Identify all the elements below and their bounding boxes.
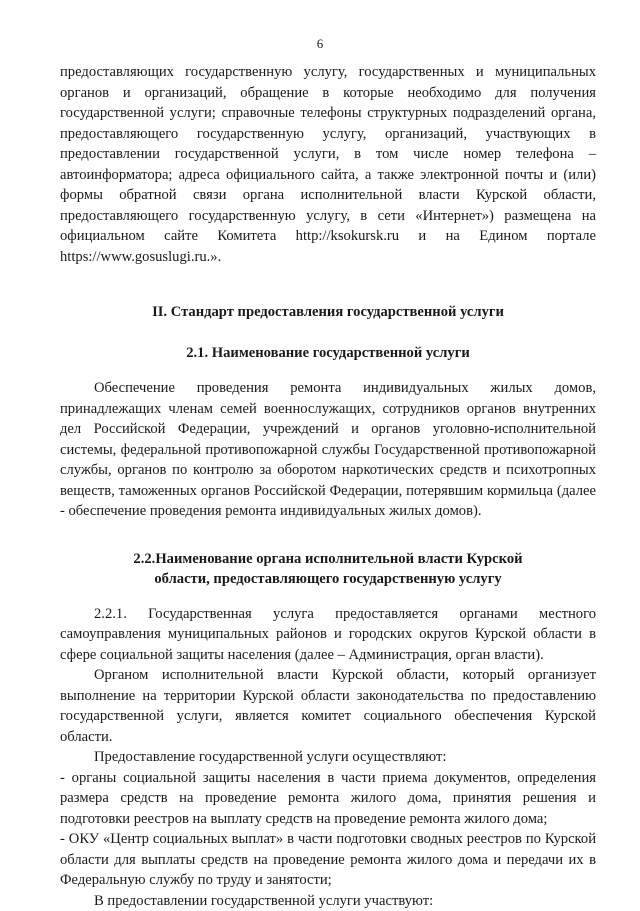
- paragraph-executive-authority: Органом исполнительной власти Курской области, который организует выполнение на территории Курской области законодательства по предоставлению государственной услуги, является комитет социального обеспечения Курской области.: [60, 665, 596, 747]
- subsection-2-2-heading: [60, 549, 596, 590]
- section-heading: II. Стандарт предоставления государственной услуги: [60, 302, 596, 323]
- paragraph-participants: В предоставлении государственной услуги участвуют:: [60, 891, 596, 911]
- paragraph-2-2-1: 2.2.1. Государственная услуга предоставляется органами местного самоуправления муниципальных районов и городских округов Курской области в сфере социальной защиты населения (далее – Администрация, орган власти).: [60, 604, 596, 666]
- intro-paragraph: предоставляющих государственную услугу, государственных и муниципальных органов и организаций, обращение в которые необходимо для получения государственной услуги; справочные телефоны структурных подразделений органа, предоставляющего государственную услугу, организаций, участвующих в предоставлении государственной услуги, в том числе номер телефона – автоинформатора; адреса официального сайта, а также электронной почты и (или) формы обратной связи органа исполнительной власти Курской области, предоставляющего государственную услугу, в сети «Интернет») размещена на официальном сайте Комитета http://ksokursk.ru и на Едином портале https://www.gosuslugi.ru.».: [60, 62, 596, 267]
- paragraph-providers-intro: Предоставление государственной услуги осуществляют:: [60, 747, 596, 768]
- subsection-2-1-heading: 2.1. Наименование государственной услуги: [60, 343, 596, 364]
- paragraph-social-protection-bodies: - органы социальной защиты населения в части приема документов, определения размера средств на проведение ремонта жилого дома, принятия решения и подготовки реестров на выплату средств на проведение ремонта жилого дома;: [60, 768, 596, 830]
- subsection-2-2-heading-line1: 2.2.Наименование органа исполнительной власти Курской: [60, 549, 596, 570]
- paragraph-oku-center: - ОКУ «Центр социальных выплат» в части подготовки сводных реестров по Курской области для выплаты средств на проведение ремонта жилого дома и передачи их в Федеральную службу по труду и занятости;: [60, 829, 596, 891]
- page-number: 6: [0, 36, 640, 52]
- subsection-2-1-paragraph: Обеспечение проведения ремонта индивидуальных жилых домов, принадлежащих членам семей военнослужащих, сотрудников органов внутренних дел Российской Федерации, учреждений и органов уголовно-исполнительной системы, федеральной противопожарной службы Государственной противопожарной службы, органов по контролю за оборотом наркотических средств и психотропных веществ, таможенных органов Российской Федерации, потерявшим кормильца (далее - обеспечение проведения ремонта индивидуальных жилых домов).: [60, 378, 596, 522]
- document-body: [60, 62, 596, 911]
- subsection-2-2-heading-line2: области, предоставляющего государственную услугу: [60, 569, 596, 590]
